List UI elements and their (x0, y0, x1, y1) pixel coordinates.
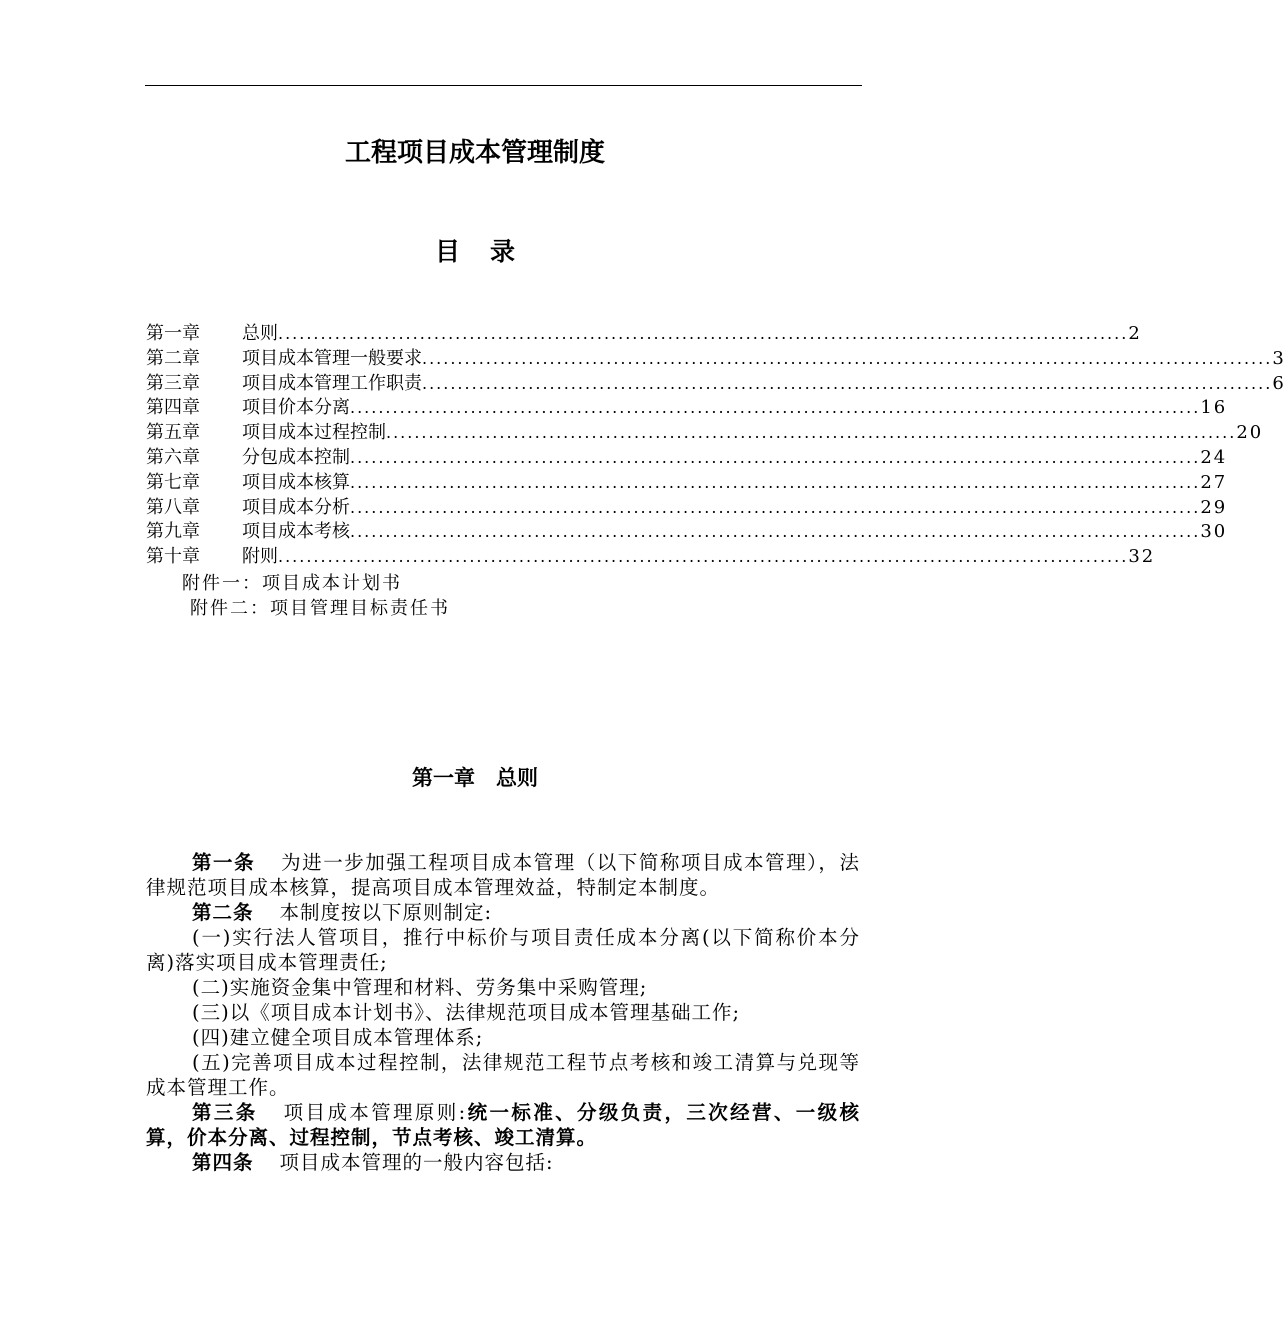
toc-leader-dots: ........................................................................................................................ (350, 497, 1201, 517)
toc-leader-dots: ........................................................................................................................ (350, 522, 1201, 542)
toc-name: 项目成本过程控制 (242, 422, 386, 444)
toc-chapter: 第八章 (146, 496, 200, 518)
toc-page: 32 (1128, 546, 1156, 568)
toc-page: 24 (1200, 446, 1228, 468)
toc-heading: 目录 (434, 237, 545, 266)
article-2 (146, 900, 860, 925)
toc-page: 27 (1200, 471, 1228, 493)
toc-page: 2 (1128, 323, 1142, 344)
toc-chapter: 第四章 (146, 397, 200, 419)
toc-leader-dots: ........................................................................................................................ (278, 547, 1129, 567)
toc-chapter: 第一章 (146, 323, 200, 344)
toc-chapter: 第三章 (146, 372, 200, 394)
toc-chapter: 第六章 (146, 446, 200, 468)
toc-entry (146, 347, 1286, 372)
article-1 (146, 850, 860, 900)
article-emphasis: 统一标准、分级负责，三次经营、一级核算，价本分离、过程控制，节点考核、竣工清算。 (146, 1101, 860, 1149)
article-label: 第四条 (192, 1151, 254, 1174)
toc-entry (146, 322, 1142, 347)
toc-name: 附则 (242, 546, 278, 568)
toc-page: 29 (1200, 496, 1228, 518)
document-title: 工程项目成本管理制度 (344, 138, 605, 168)
chapter-body (146, 850, 860, 1175)
toc-name: 项目成本管理一般要求 (242, 347, 422, 369)
appendix-1: 附件一：项目成本计划书 (182, 573, 402, 594)
toc-entry (146, 421, 1264, 446)
principle-item: (一)实行法人管项目，推行中标价与项目责任成本分离(以下简称价本分离)落实项目成本管理责任; (146, 926, 860, 974)
toc-chapter: 第二章 (146, 347, 200, 369)
toc-name: 项目成本考核 (242, 521, 350, 543)
toc-page: 20 (1236, 422, 1264, 444)
article-text: 项目成本管理原则: (283, 1101, 467, 1124)
appendix-2: 附件二：项目管理目标责任书 (190, 598, 450, 619)
toc-leader-dots: ........................................................................................................................ (350, 447, 1201, 467)
toc-entry (146, 496, 1228, 521)
toc-name: 项目成本核算 (242, 471, 350, 493)
toc-name: 分包成本控制 (242, 446, 350, 468)
toc-name: 总则 (242, 323, 278, 344)
principle-item: (二)实施资金集中管理和材料、劳务集中采购管理; (192, 976, 648, 999)
toc-leader-dots: ........................................................................................................................ (422, 373, 1273, 393)
toc-leader-dots: ........................................................................................................................ (386, 423, 1237, 443)
article-label: 第三条 (192, 1101, 258, 1124)
toc-page: 30 (1200, 521, 1228, 543)
toc-name: 项目价本分离 (242, 397, 350, 419)
toc-name: 项目成本分析 (242, 496, 350, 518)
article-text: 本制度按以下原则制定: (279, 901, 493, 924)
toc-entry (146, 545, 1156, 570)
article-label: 第二条 (192, 901, 254, 924)
toc-entry (146, 471, 1228, 496)
toc-leader-dots: ........................................................................................................................ (350, 398, 1201, 418)
toc-entry (146, 372, 1286, 397)
principle-item: (三)以《项目成本计划书》、法律规范项目成本管理基础工作; (192, 1001, 741, 1024)
toc-page: 3 (1272, 347, 1286, 369)
toc-chapter: 第五章 (146, 422, 200, 444)
toc-chapter: 第十章 (146, 546, 200, 568)
article-4 (146, 1150, 860, 1175)
article-text: 项目成本管理的一般内容包括: (279, 1151, 554, 1174)
toc-page: 16 (1200, 397, 1228, 419)
toc-name: 项目成本管理工作职责 (242, 372, 422, 394)
principle-item: (五)完善项目成本过程控制，法律规范工程节点考核和竣工清算与兑现等成本管理工作。 (146, 1051, 860, 1099)
toc-page: 6 (1272, 372, 1286, 394)
article-label: 第一条 (192, 851, 256, 874)
article-3 (146, 1100, 860, 1150)
table-of-contents (146, 322, 1286, 570)
toc-entry (146, 520, 1228, 545)
chapter-title: 第一章 总则 (412, 766, 538, 790)
toc-leader-dots: ........................................................................................................................ (278, 324, 1129, 343)
principle-item: (四)建立健全项目成本管理体系; (192, 1026, 484, 1049)
toc-chapter: 第七章 (146, 471, 200, 493)
toc-leader-dots: ........................................................................................................................ (350, 472, 1201, 492)
article-text: 为进一步加强工程项目成本管理（以下简称项目成本管理），法律规范项目成本核算，提高项目成本管理效益，特制定本制度。 (146, 851, 860, 899)
toc-entry (146, 396, 1228, 421)
header-rule (145, 85, 862, 86)
toc-leader-dots: ........................................................................................................................ (422, 348, 1273, 368)
toc-entry (146, 446, 1228, 471)
toc-chapter: 第九章 (146, 521, 200, 543)
